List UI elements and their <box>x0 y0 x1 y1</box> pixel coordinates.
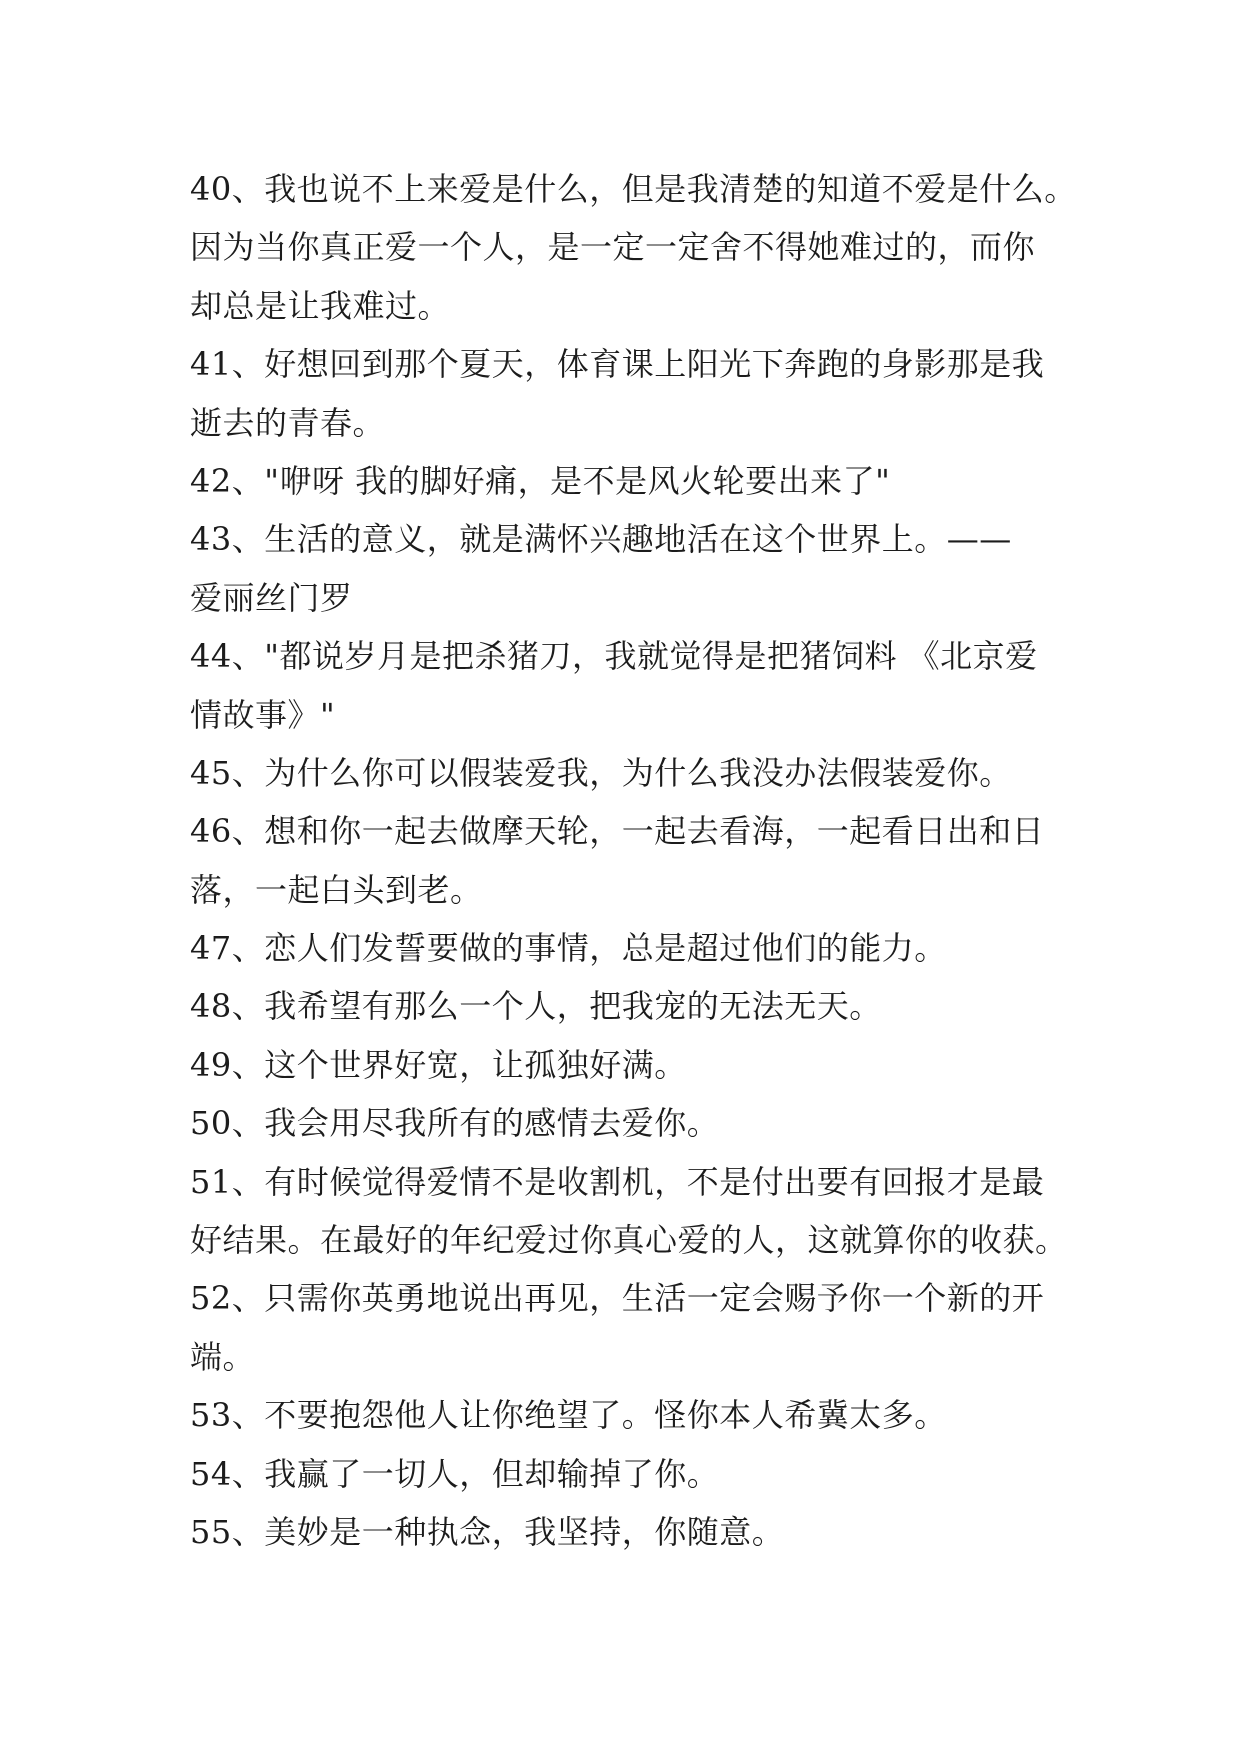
text-line: 情故事》" <box>190 695 336 734</box>
text-line: 落，一起白头到老。 <box>190 870 483 909</box>
text-line: 因为当你真正爱一个人，是一定一定舍不得她难过的，而你 <box>190 228 1036 267</box>
text-line: 43、生活的意义，就是满怀兴趣地活在这个世界上。—— <box>190 520 1012 559</box>
text-line: 47、恋人们发誓要做的事情，总是超过他们的能力。 <box>190 929 947 968</box>
text-line: 42、"咿呀 我的脚好痛，是不是风火轮要出来了" <box>190 461 891 500</box>
text-line: 逝去的青春。 <box>190 403 386 442</box>
text-line: 好结果。在最好的年纪爱过你真心爱的人，这就算你的收获。 <box>190 1221 1068 1260</box>
text-line: 46、想和你一起去做摩天轮，一起去看海，一起看日出和日 <box>190 812 1045 851</box>
text-line: 53、不要抱怨他人让你绝望了。怪你本人希冀太多。 <box>190 1396 947 1435</box>
text-line: 55、美妙是一种执念，我坚持，你随意。 <box>190 1512 785 1551</box>
text-line: 41、好想回到那个夏天，体育课上阳光下奔跑的身影那是我 <box>190 345 1045 384</box>
text-line: 48、我希望有那么一个人，把我宠的无法无天。 <box>190 987 882 1026</box>
text-line: 50、我会用尽我所有的感情去爱你。 <box>190 1104 720 1143</box>
document-body <box>190 160 1077 1561</box>
text-line: 54、我赢了一切人，但却输掉了你。 <box>190 1454 720 1493</box>
text-line: 端。 <box>190 1337 256 1376</box>
text-line: 49、这个世界好宽，让孤独好满。 <box>190 1045 687 1084</box>
text-line: 40、我也说不上来爱是什么，但是我清楚的知道不爱是什么。 <box>190 170 1077 208</box>
text-line: 却总是让我难过。 <box>190 286 451 325</box>
text-line: 爱丽丝门罗 <box>190 578 353 617</box>
text-line: 45、为什么你可以假装爱我，为什么我没办法假装爱你。 <box>190 753 1012 792</box>
text-line: 51、有时候觉得爱情不是收割机，不是付出要有回报才是最 <box>190 1162 1045 1201</box>
text-line: 44、"都说岁月是把杀猪刀，我就觉得是把猪饲料 《北京爱 <box>190 637 1038 676</box>
text-line: 52、只需你英勇地说出再见，生活一定会赐予你一个新的开 <box>190 1279 1045 1318</box>
